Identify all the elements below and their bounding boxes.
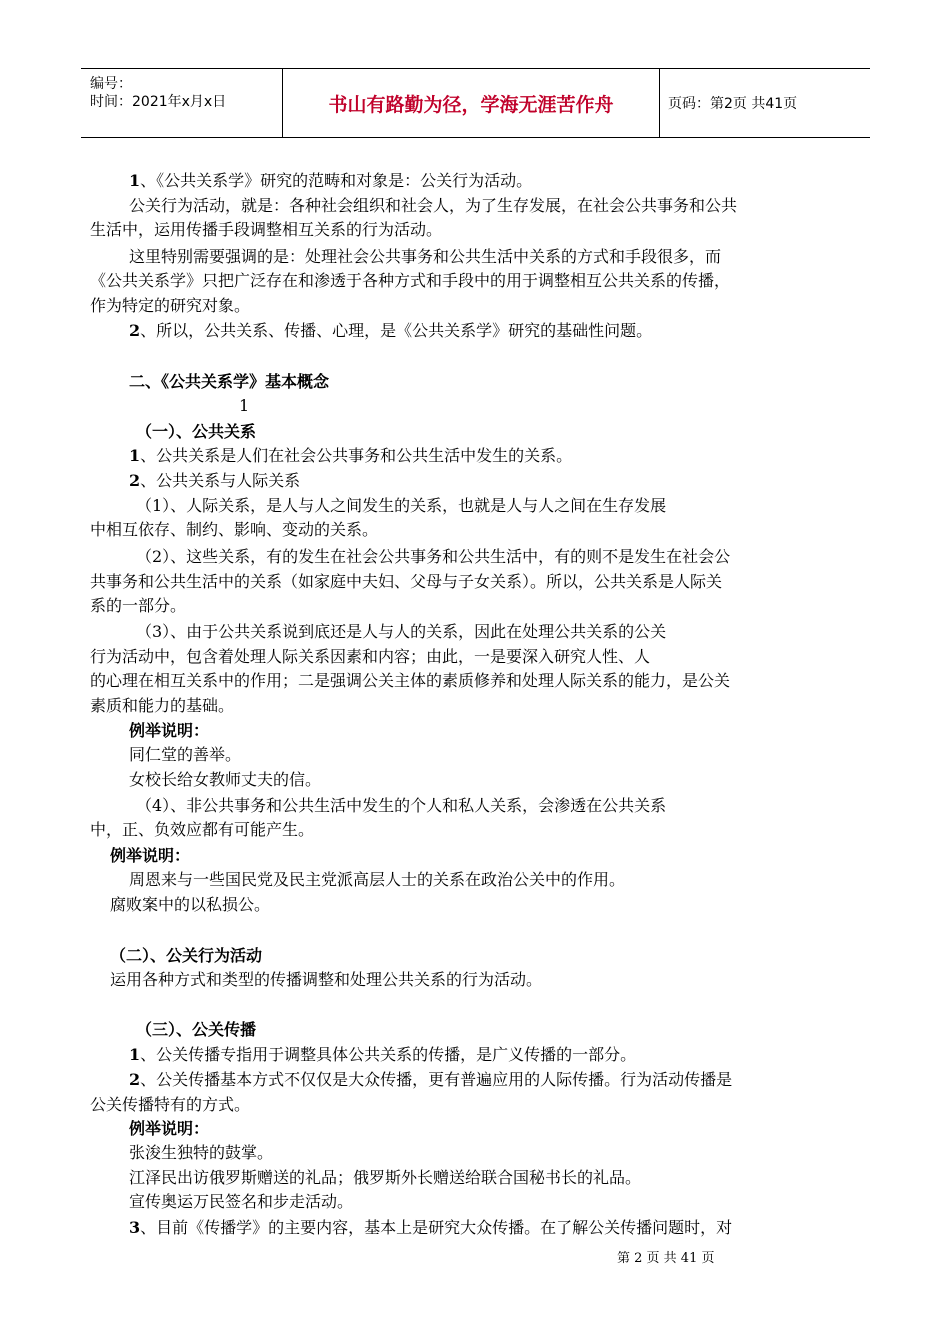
example-label: 例举说明：	[129, 721, 210, 740]
subsection-heading: （二）、公关行为活动	[110, 946, 263, 965]
serial-label: 编号：	[90, 76, 132, 92]
paragraph-line: 《公共关系学》只把广泛存在和渗透于各种方式和手段中的用于调整相互公共关系的传播，	[90, 271, 731, 290]
paragraph-line: （1）、人际关系，是人与人之间发生的关系，也就是人与人之间在生存发展	[136, 496, 667, 515]
paragraph-line: 公关传播特有的方式。	[90, 1095, 251, 1114]
example-item: 张浚生独特的鼓掌。	[129, 1143, 274, 1162]
paragraph-line: 素质和能力的基础。	[90, 696, 235, 715]
paragraph-line: 2、所以，公共关系、传播、心理，是《公共关系学》研究的基础性问题。	[129, 321, 653, 340]
paragraph-line: 共事务和公共生活中的关系（如家庭中夫妇、父母与子女关系）。所以，公共关系是人际关	[90, 572, 723, 591]
paragraph-line: 系的一部分。	[90, 596, 187, 615]
paragraph-line: 生活中，运用传播手段调整相互关系的行为活动。	[90, 220, 443, 239]
paragraph-line: 2、公关传播基本方式不仅仅是大众传播，更有普遍应用的人际传播。行为活动传播是	[129, 1070, 733, 1089]
example-item: 江泽民出访俄罗斯赠送的礼品；俄罗斯外长赠送给联合国秘书长的礼品。	[129, 1168, 642, 1187]
example-item: 宣传奥运万民签名和步走活动。	[129, 1192, 354, 1211]
page-footer: 第 2 页 共 41 页	[617, 1251, 715, 1266]
example-item: 腐败案中的以私损公。	[110, 895, 271, 914]
paragraph-line: 公关行为活动，就是：各种社会组织和社会人，为了生存发展，在社会公共事务和公共	[129, 196, 738, 215]
header-page-info: 页码：第2页 共41页	[668, 96, 798, 112]
paragraph-line: （3）、由于公共关系说到底还是人与人的关系，因此在处理公共关系的公关	[136, 622, 667, 641]
paragraph-line: 运用各种方式和类型的传播调整和处理公共关系的行为活动。	[110, 970, 543, 989]
example-item: 周恩来与一些国民党及民主党派高层人士的关系在政治公关中的作用。	[129, 870, 626, 889]
section-heading: 二、《公共关系学》基本概念	[129, 372, 330, 391]
paragraph-line: （4）、非公共事务和公共生活中发生的个人和私人关系，会渗透在公共关系	[136, 796, 667, 815]
paragraph-line: 2、公共关系与人际关系	[129, 471, 301, 490]
paragraph-line: 作为特定的研究对象。	[90, 296, 251, 315]
header-meta-cell	[81, 69, 282, 137]
paragraph-line: （2）、这些关系，有的发生在社会公共事务和公共生活中，有的则不是发生在社会公	[136, 547, 731, 566]
subsection-heading: （一）、公共关系	[136, 422, 257, 441]
paragraph-line: 的心理在相互关系中的作用；二是强调公关主体的素质修养和处理人际关系的能力，是公关	[90, 671, 731, 690]
example-label: 例举说明：	[110, 846, 191, 865]
paragraph-line: 行为活动中，包含着处理人际关系因素和内容；由此，一是要深入研究人性、人	[90, 647, 651, 666]
paragraph-line: 1、公关传播专指用于调整具体公共关系的传播，是广义传播的一部分。	[129, 1045, 637, 1064]
paragraph-line: 中相互依存、制约、影响、变动的关系。	[90, 520, 379, 539]
time-label: 时间：2021年x月x日	[90, 94, 227, 110]
paragraph-line: 中，正、负效应都有可能产生。	[90, 820, 315, 839]
section-marker: 1	[239, 396, 250, 415]
paragraph-line: 3、目前《传播学》的主要内容，基本上是研究大众传播。在了解公关传播问题时，对	[129, 1218, 733, 1237]
subsection-heading: （三）、公关传播	[136, 1020, 257, 1039]
example-item: 女校长给女教师丈夫的信。	[129, 770, 322, 789]
paragraph-line: 1、公共关系是人们在社会公共事务和公共生活中发生的关系。	[129, 446, 573, 465]
paragraph-line: 1、《公共关系学》研究的范畴和对象是：公关行为活动。	[129, 171, 533, 190]
header-motto: 书山有路勤为径，学海无涯苦作舟	[282, 69, 660, 137]
example-item: 同仁堂的善举。	[129, 745, 242, 764]
document-header	[81, 68, 870, 138]
paragraph-line: 这里特别需要强调的是：处理社会公共事务和公共生活中关系的方式和手段很多，而	[129, 247, 722, 266]
example-label: 例举说明：	[129, 1119, 210, 1138]
